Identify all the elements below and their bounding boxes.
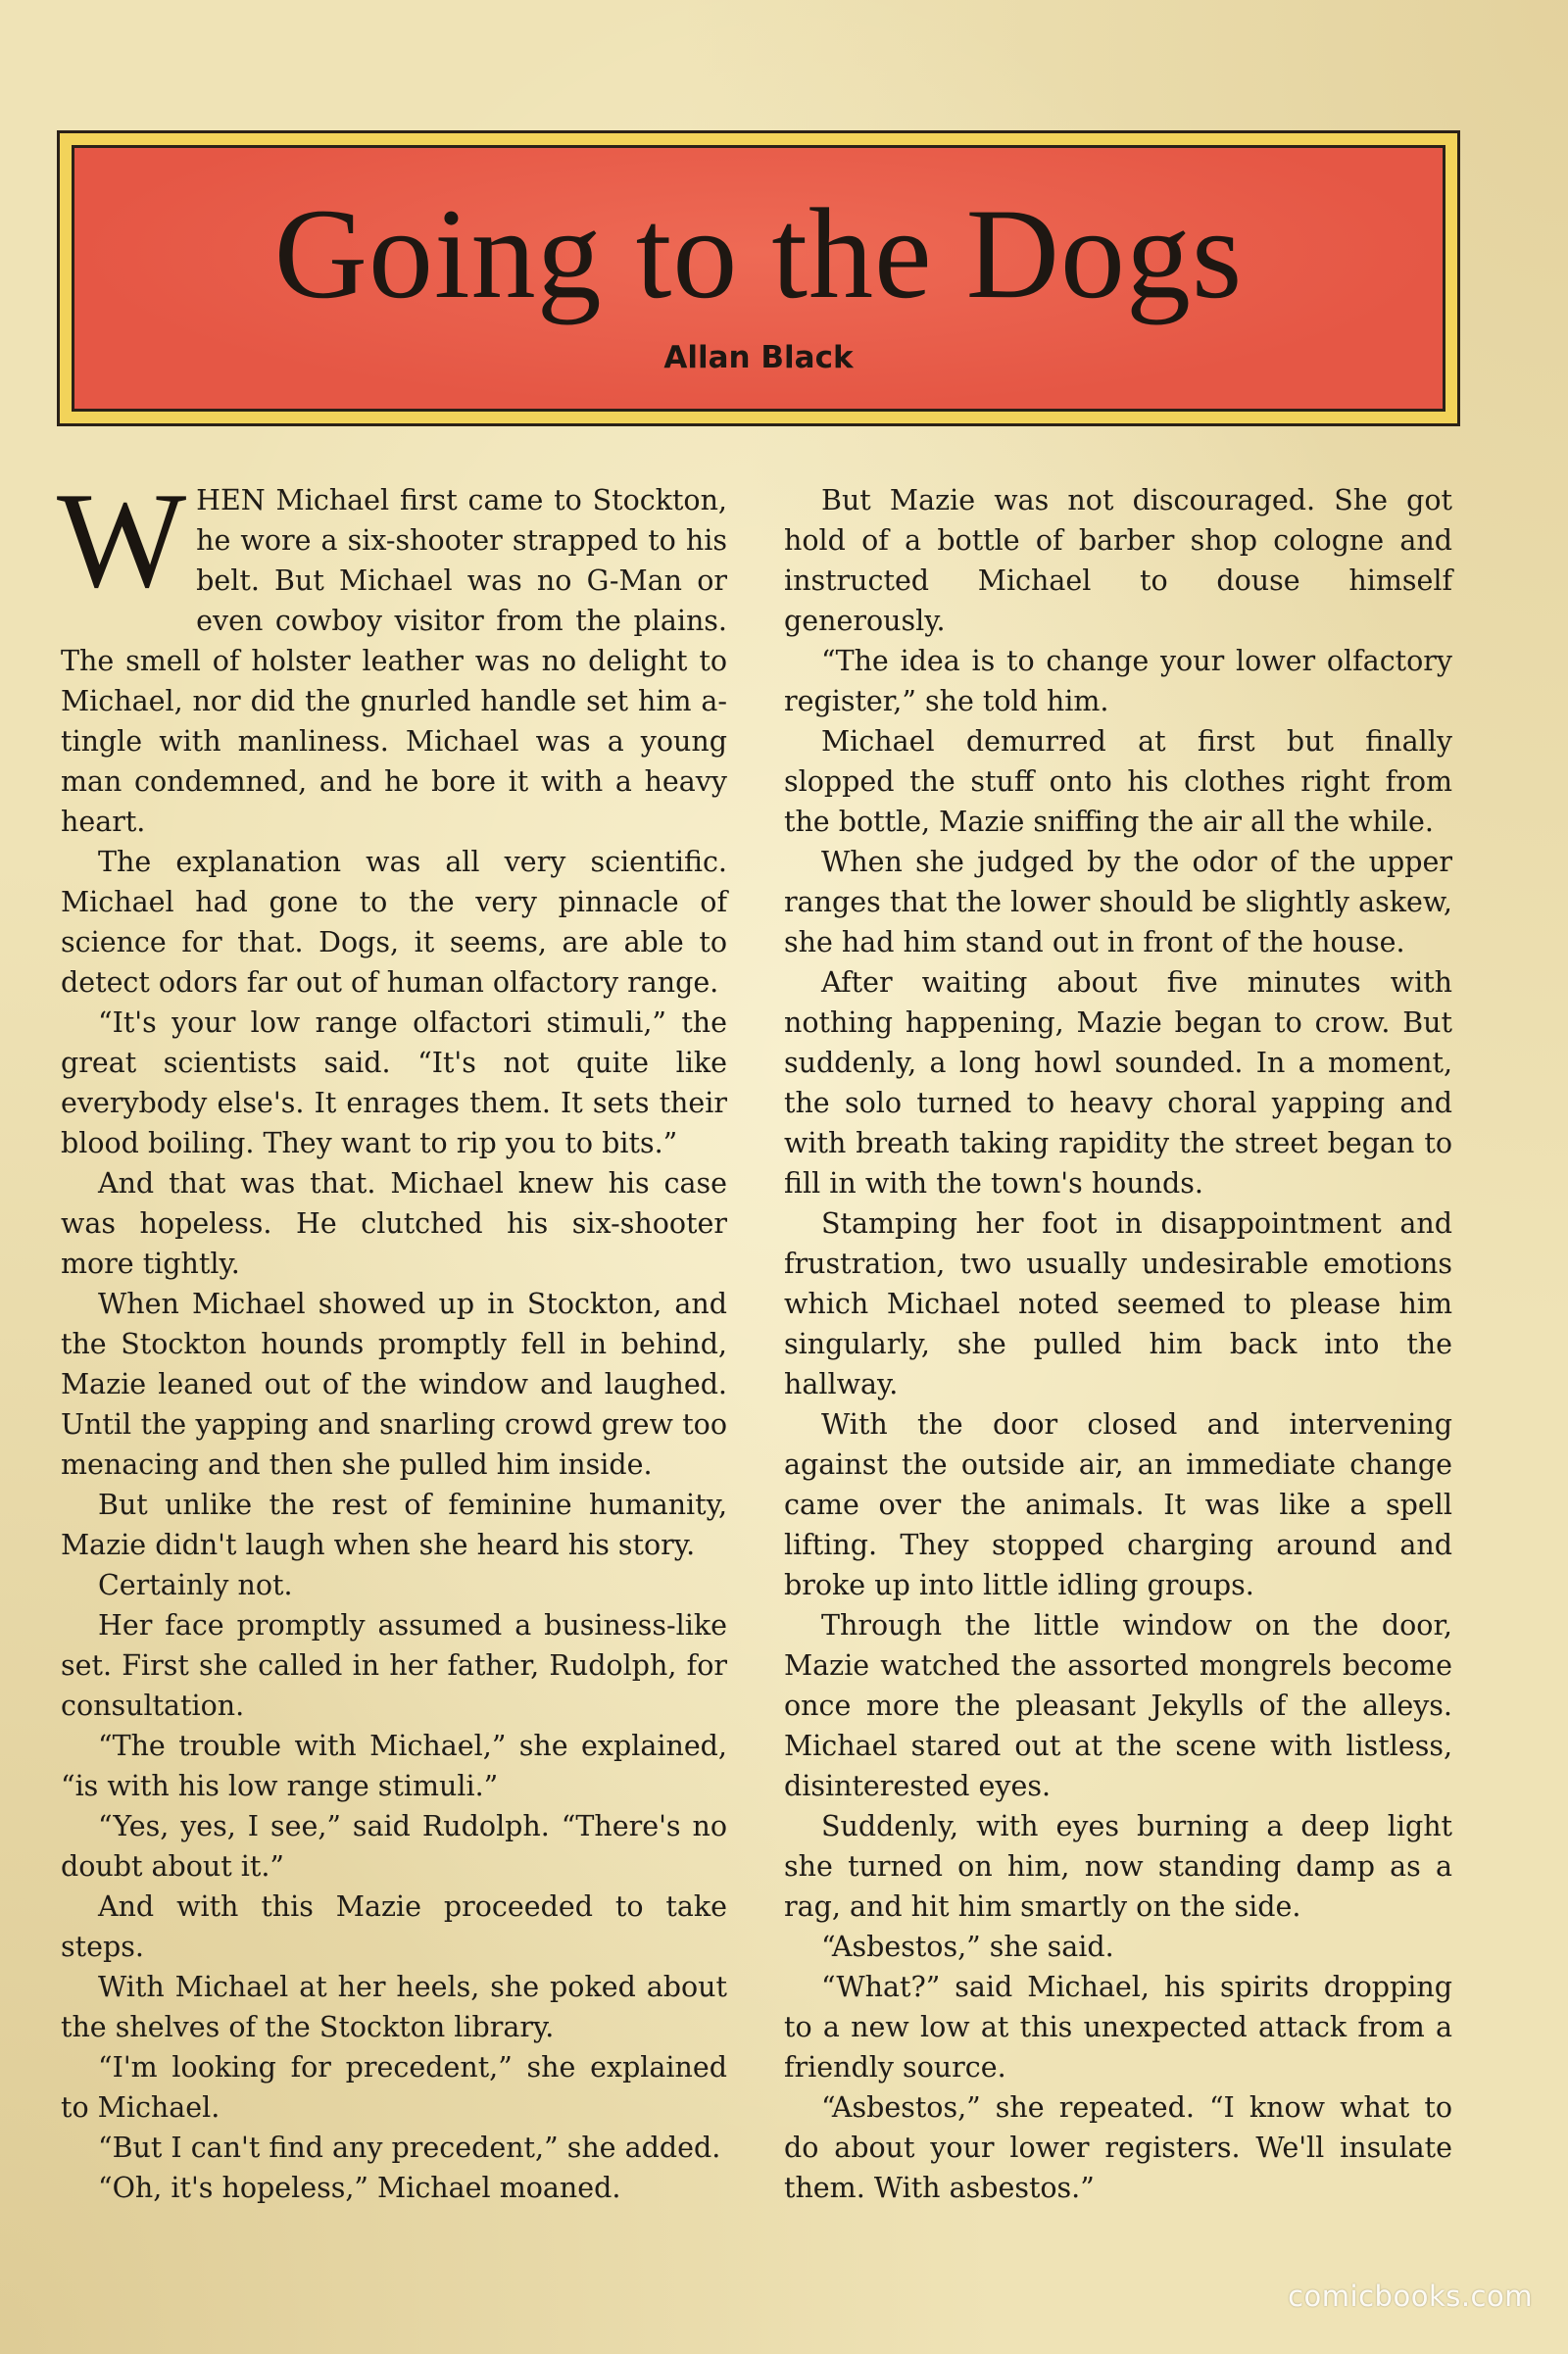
paragraph: “The trouble with Michael,” she explained, “is with his low range stimuli.” [61,1730,727,1802]
story-title: Going to the Dogs [273,181,1244,325]
text-column-right [784,480,1452,2208]
site-watermark: comicbooks.com [1288,2280,1533,2313]
paragraph: The explanation was all very scientific. Michael had gone to the very pinnacle of science for that. Dogs, it seems, are able to detect odors far out of human olfactory range. [61,846,727,999]
paragraph: “It's your low range olfactori stimuli,” the great scientists said. “It's not quite like everybody else's. It enrages them. It sets their blood boiling. They want to rip you to bits.” [61,1006,727,1159]
paragraph: Michael demurred at first but finally slopped the stuff onto his clothes right from the bottle, Mazie sniffing the air all the while. [784,725,1452,838]
paragraph-text: HEN Michael first came to Stockton, he wore a six-shooter strapped to his belt. But Michael was no G-Man or even cowboy visitor from the plains. The smell of holster leather was no delight to Michael, nor did the gnurled handle set him a-tingle with manliness. Michael was a young man condemned, and he bore it with a heavy heart. [61,484,727,838]
paragraph: Certainly not. [98,1569,293,1601]
paragraph: With the door closed and intervening against the outside air, an immediate change came over the animals. It was like a spell lifting. They stopped charging around and broke up into little idling groups. [784,1408,1452,1601]
paragraph: Through the little window on the door, Mazie watched the assorted mongrels become once more the pleasant Jekylls of the alleys. Michael stared out at the scene with listless, disinterested eyes. [784,1609,1452,1802]
paragraph: “I'm looking for precedent,” she explained to Michael. [61,2051,727,2124]
paragraph: Her face promptly assumed a business-like set. First she called in her father, Rudolph, for consultation. [61,1609,727,1722]
paragraph: When Michael showed up in Stockton, and the Stockton hounds promptly fell in behind, Mazie leaned out of the window and laughed. Until the yapping and snarling crowd grew too menacing and then she pulled him inside. [61,1288,727,1481]
paragraph [57,465,727,842]
paragraph: Stamping her foot in disappointment and frustration, two usually undesirable emotions which Michael noted seemed to please him singularly, she pulled him back into the hallway. [784,1207,1452,1400]
title-frame [57,130,1460,426]
paragraph: “But I can't find any precedent,” she added. [98,2132,721,2164]
paragraph: “The idea is to change your lower olfactory register,” she told him. [784,645,1452,717]
paragraph: With Michael at her heels, she poked about the shelves of the Stockton library. [61,1971,727,2043]
paragraph: And with this Mazie proceeded to take steps. [61,1890,727,1963]
paragraph: After waiting about five minutes with nothing happening, Mazie began to crow. But suddenly, a long howl sounded. In a moment, the solo turned to heavy choral yapping and with breath taking rapidity the street began to fill in with the town's hounds. [784,966,1452,1200]
drop-cap: W [57,465,187,616]
paragraph: Suddenly, with eyes burning a deep light she turned on him, now standing damp as a rag, and hit him smartly on the side. [784,1810,1452,1923]
paragraph: “Asbestos,” she repeated. “I know what to do about your lower registers. We'll insulate them. With asbestos.” [784,2091,1452,2204]
author-byline: Allan Black [663,340,854,375]
paragraph: When she judged by the odor of the upper ranges that the lower should be slightly askew, she had him stand out in front of the house. [784,846,1452,958]
paragraph: And that was that. Michael knew his case was hopeless. He clutched his six-shooter more tightly. [61,1167,727,1280]
paragraph: “Oh, it's hopeless,” Michael moaned. [98,2172,621,2204]
paragraph: But unlike the rest of feminine humanity, Mazie didn't laugh when she heard his story. [61,1489,727,1561]
paragraph: “Yes, yes, I see,” said Rudolph. “There's no doubt about it.” [61,1810,727,1883]
text-column-left [57,465,727,2208]
title-panel [72,145,1446,412]
paragraph: “What?” said Michael, his spirits dropping to a new low at this unexpected attack from a friendly source. [784,1971,1452,2084]
paragraph: “Asbestos,” she said. [821,1931,1114,1963]
paragraph: But Mazie was not discouraged. She got hold of a bottle of barber shop cologne and instructed Michael to douse himself generously. [784,484,1452,637]
